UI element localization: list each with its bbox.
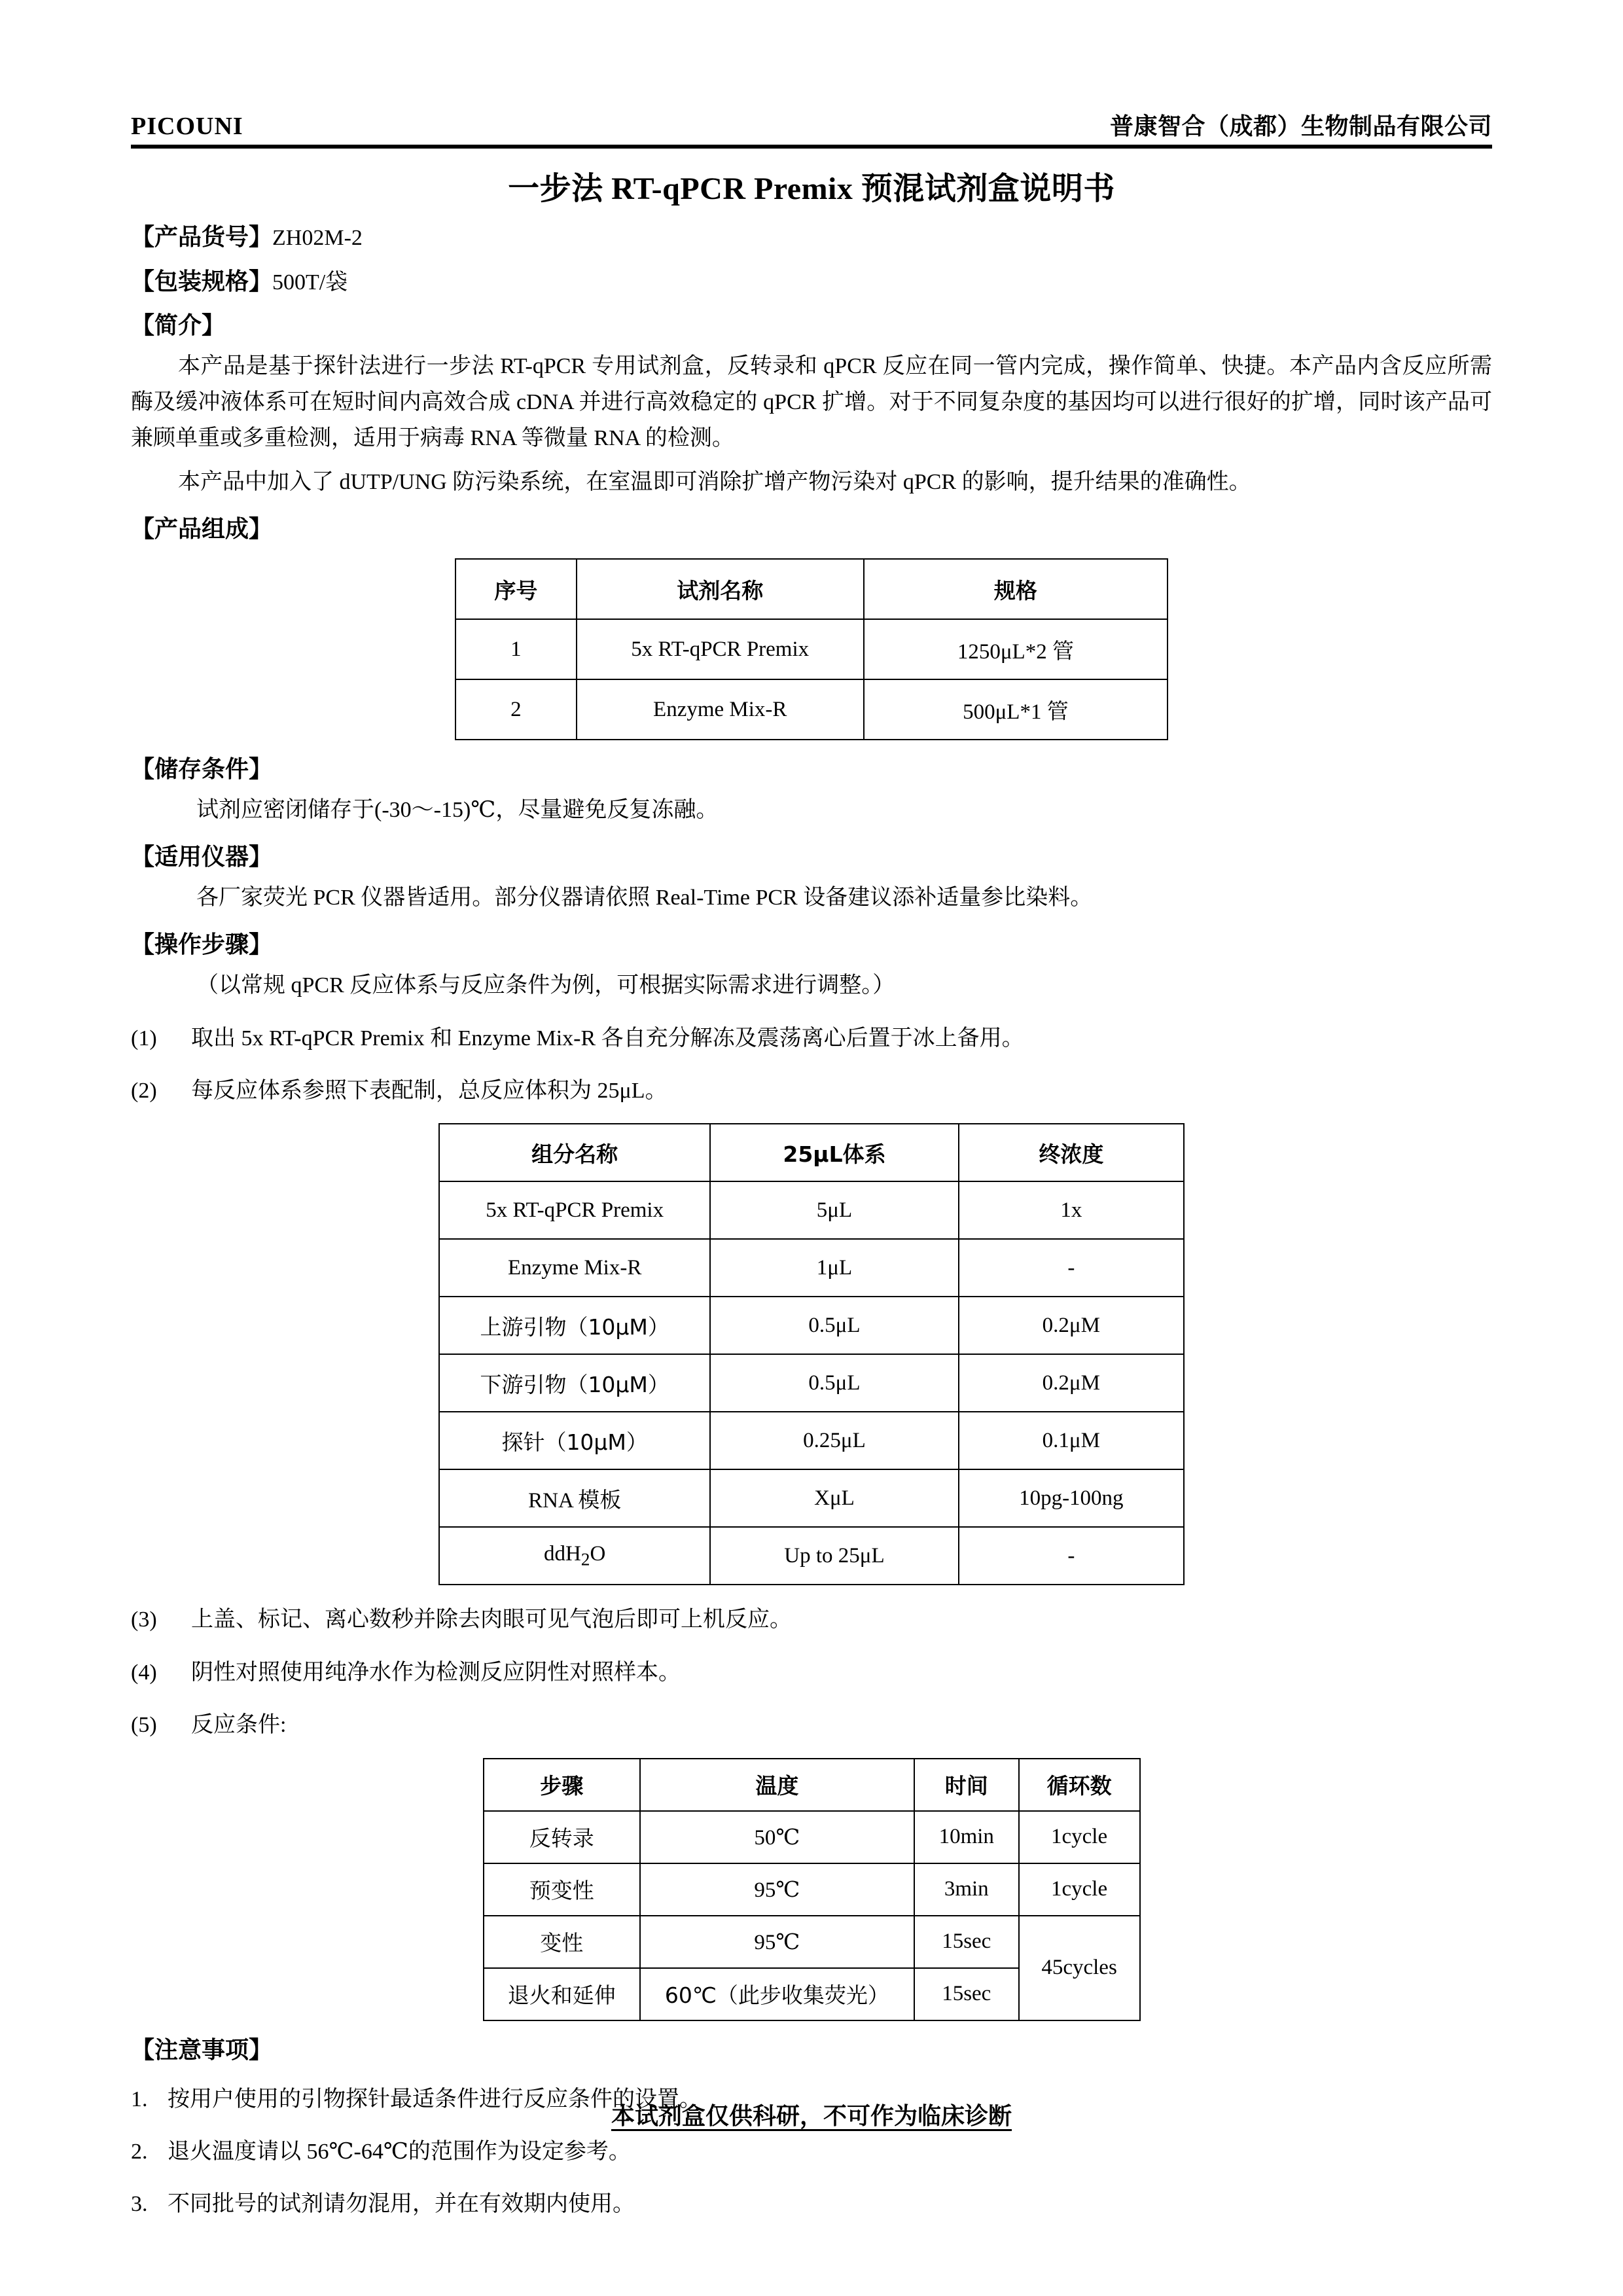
cell-volume: 0.5μL [710, 1297, 958, 1354]
caution-number: 2. [131, 2139, 148, 2164]
step-number: (2) [131, 1078, 157, 1103]
cell-volume: XμL [710, 1469, 958, 1527]
cell-spec: 1250μL*2 管 [864, 619, 1168, 679]
composition-col-reagent: 试剂名称 [577, 559, 864, 619]
caution-number: 3. [131, 2192, 148, 2217]
cell-component [439, 1527, 710, 1585]
ddh2o-subscript: 2 [580, 1549, 590, 1570]
procedure-step-4 [131, 1655, 1492, 1691]
reaction-system-table [438, 1123, 1185, 1585]
company-name: 普康智合（成都）生物制品有限公司 [1109, 113, 1492, 140]
table-row [439, 1297, 1184, 1354]
reaction-conditions-table [483, 1758, 1141, 2021]
table-row [484, 1916, 1140, 1968]
table-row [439, 1469, 1184, 1527]
caution-text: 按用户使用的引物探针最适条件进行反应条件的设置。 [168, 2087, 702, 2111]
cell-component: 5x RT-qPCR Premix [439, 1181, 710, 1239]
table-header-row [439, 1124, 1184, 1181]
step-number: (1) [131, 1026, 157, 1050]
cell-volume: 5μL [710, 1181, 958, 1239]
table-header-row [455, 559, 1168, 619]
instruments-text: 各厂家荧光 PCR 仪器皆适用。部分仪器请依照 Real-Time PCR 设备建议添补适量参比染料。 [196, 886, 1093, 910]
procedure-step-2 [131, 1073, 1492, 1109]
rc-col-temp: 温度 [640, 1759, 914, 1811]
section-heading-cautions: 【注意事项】 [131, 2036, 273, 2064]
package-spec-label: 【包装规格】 [131, 268, 273, 295]
cell-reagent: 5x RT-qPCR Premix [577, 619, 864, 679]
cell-component: 探针（10μM） [439, 1412, 710, 1469]
ddh2o-suffix: O [590, 1542, 606, 1566]
step-number: (5) [131, 1713, 157, 1738]
cell-index: 1 [455, 619, 577, 679]
cell-temp: 95℃ [640, 1863, 914, 1916]
document-header [131, 98, 1492, 139]
procedure-note: （以常规 qPCR 反应体系与反应条件为例，可根据实际需求进行调整。） [196, 973, 895, 998]
cell-spec: 500μL*1 管 [864, 679, 1168, 740]
table-row [439, 1412, 1184, 1469]
document-footer [0, 2098, 1623, 2131]
procedure-step-1 [131, 1021, 1492, 1056]
procedure-step-5 [131, 1708, 1492, 1743]
catalog-number-label: 【产品货号】 [131, 224, 273, 251]
ddh2o-prefix: ddH [543, 1542, 581, 1566]
cell-final-conc: 0.1μM [959, 1412, 1184, 1469]
section-heading-instruments: 【适用仪器】 [131, 844, 273, 871]
rs-col-volume: 25μL体系 [710, 1124, 958, 1181]
cell-final-conc: 0.2μM [959, 1354, 1184, 1412]
cell-cycles: 1cycle [1019, 1863, 1140, 1916]
cell-volume: 0.25μL [710, 1412, 958, 1469]
rc-col-time: 时间 [914, 1759, 1019, 1811]
cell-step: 反转录 [484, 1811, 640, 1863]
cell-volume: 1μL [710, 1239, 958, 1297]
composition-col-spec: 规格 [864, 559, 1168, 619]
caution-text: 不同批号的试剂请勿混用，并在有效期内使用。 [168, 2192, 635, 2217]
package-spec-line [131, 267, 1492, 297]
composition-table [455, 558, 1168, 740]
section-heading-composition: 【产品组成】 [131, 516, 273, 543]
table-row [484, 1811, 1140, 1863]
cell-time: 15sec [914, 1916, 1019, 1968]
cell-final-conc: - [959, 1527, 1184, 1585]
table-row [439, 1354, 1184, 1412]
cell-reagent: Enzyme Mix-R [577, 679, 864, 740]
step-text: 阴性对照使用纯净水作为检测反应阴性对照样本。 [191, 1660, 681, 1685]
footer-disclaimer: 本试剂盒仅供科研，不可作为临床诊断 [611, 2103, 1012, 2130]
section-heading-intro: 【简介】 [131, 312, 226, 339]
cell-final-conc: 10pg-100ng [959, 1469, 1184, 1527]
table-row [484, 1863, 1140, 1916]
catalog-number-value: ZH02M-2 [272, 226, 363, 250]
caution-text: 退火温度请以 56℃-64℃的范围作为设定参考。 [168, 2139, 631, 2164]
intro-paragraph-1: 本产品是基于探针法进行一步法 RT-qPCR 专用试剂盒，反转录和 qPCR 反应在同一管内完成，操作简单、快捷。本产品内含反应所需酶及缓冲液体系可在短时间内高效合成 cDNA 并进行高效稳定的 qPCR 扩增。对于不同复杂度的基因均可以进行很好的扩增，同时该产品可兼顾单重或多重检测，适用于病毒 RNA 等微量 RNA 的检测。 [131, 354, 1492, 451]
cell-temp: 95℃ [640, 1916, 914, 1968]
step-text: 取出 5x RT-qPCR Premix 和 Enzyme Mix-R 各自充分解冻及震荡离心后置于冰上备用。 [191, 1026, 1024, 1050]
caution-item-3 [131, 2187, 1492, 2222]
cell-component: 上游引物（10μM） [439, 1297, 710, 1354]
cell-final-conc: 0.2μM [959, 1297, 1184, 1354]
section-heading-storage: 【储存条件】 [131, 756, 273, 783]
cell-cycles: 1cycle [1019, 1811, 1140, 1863]
cell-time: 3min [914, 1863, 1019, 1916]
table-row [439, 1181, 1184, 1239]
table-row [439, 1239, 1184, 1297]
table-row [455, 679, 1168, 740]
table-header-row [484, 1759, 1140, 1811]
cell-final-conc: 1x [959, 1181, 1184, 1239]
step-text: 反应条件: [191, 1713, 287, 1738]
section-heading-procedure: 【操作步骤】 [131, 931, 273, 959]
rc-col-step: 步骤 [484, 1759, 640, 1811]
cell-component: 下游引物（10μM） [439, 1354, 710, 1412]
caution-number: 1. [131, 2087, 148, 2111]
rc-col-cycles: 循环数 [1019, 1759, 1140, 1811]
table-row [455, 619, 1168, 679]
cell-volume: 0.5μL [710, 1354, 958, 1412]
step-text: 每反应体系参照下表配制，总反应体积为 25μL。 [191, 1078, 668, 1103]
catalog-number-line [131, 223, 1492, 253]
cell-component: RNA 模板 [439, 1469, 710, 1527]
cell-step: 变性 [484, 1916, 640, 1968]
cell-time: 15sec [914, 1968, 1019, 2020]
cell-step: 退火和延伸 [484, 1968, 640, 2020]
storage-text: 试剂应密闭储存于(-30～-15)℃，尽量避免反复冻融。 [196, 798, 719, 823]
rs-col-final-conc: 终浓度 [959, 1124, 1184, 1181]
cell-temp: 60℃（此步收集荧光） [640, 1968, 914, 2020]
cell-temp: 50℃ [640, 1811, 914, 1863]
intro-paragraph-2: 本产品中加入了 dUTP/UNG 防污染系统，在室温即可消除扩增产物污染对 qPCR 的影响，提升结果的准确性。 [178, 470, 1251, 495]
brand-logo-text: PICOUNI [131, 113, 243, 140]
procedure-step-3 [131, 1602, 1492, 1638]
cell-time: 10min [914, 1811, 1019, 1863]
cell-component: Enzyme Mix-R [439, 1239, 710, 1297]
header-divider [131, 145, 1492, 149]
rs-col-component: 组分名称 [439, 1124, 710, 1181]
step-number: (4) [131, 1660, 157, 1685]
cell-step: 预变性 [484, 1863, 640, 1916]
table-row [439, 1527, 1184, 1585]
cell-index: 2 [455, 679, 577, 740]
step-number: (3) [131, 1607, 157, 1632]
cell-volume: Up to 25μL [710, 1527, 958, 1585]
step-text: 上盖、标记、离心数秒并除去肉眼可见气泡后即可上机反应。 [191, 1607, 792, 1632]
cell-cycles-merged: 45cycles [1019, 1916, 1140, 2020]
composition-col-index: 序号 [455, 559, 577, 619]
caution-item-2 [131, 2134, 1492, 2170]
package-spec-value: 500T/袋 [272, 270, 348, 295]
page-title: 一步法 RT-qPCR Premix 预混试剂盒说明书 [508, 171, 1115, 206]
cell-final-conc: - [959, 1239, 1184, 1297]
